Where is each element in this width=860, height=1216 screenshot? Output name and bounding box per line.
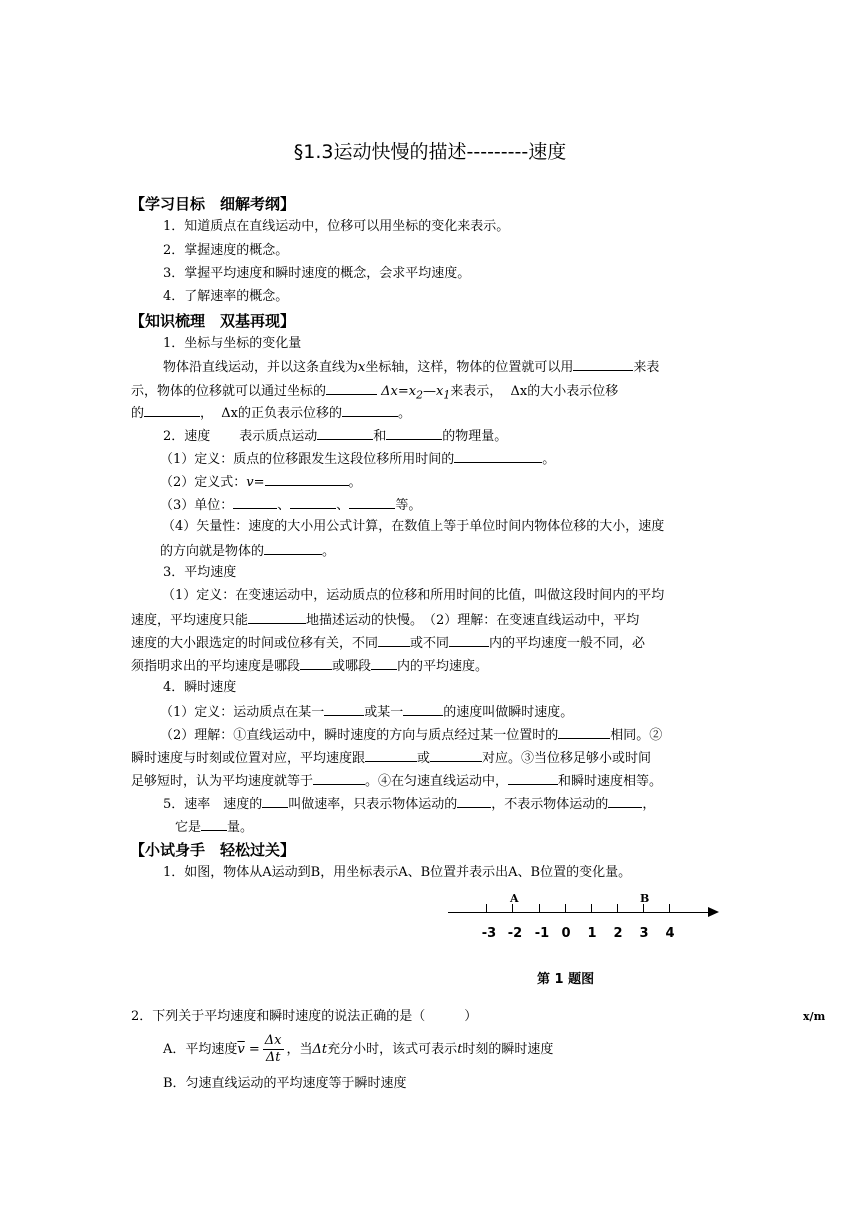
text: 充分小时，该式可表示	[327, 1042, 458, 1057]
tick-label: 3	[639, 926, 649, 941]
fill-blank	[144, 403, 200, 417]
text: 或不同	[410, 636, 450, 651]
text: 的	[131, 406, 145, 421]
text: 相同。②	[610, 728, 663, 743]
fill-blank	[324, 702, 364, 716]
knowledge-3-line-2	[131, 610, 639, 630]
text: 示，物体的位移就可以通过坐标的	[131, 384, 327, 399]
text: v	[246, 475, 254, 490]
fill-blank	[313, 771, 365, 785]
text: 或	[417, 751, 431, 766]
fill-blank	[454, 449, 542, 463]
fill-blank	[386, 426, 442, 440]
text: 等。	[395, 498, 422, 513]
text: 来表示，	[450, 384, 503, 399]
text: A．平均速度	[163, 1042, 238, 1057]
knowledge-3-heading: 3．平均速度	[163, 565, 237, 580]
text: t	[457, 1042, 463, 1057]
question-1: 1．如图，物体从A运动到B，用坐标表示A、B位置并表示出A、B位置的变化量。	[163, 865, 632, 880]
text: 量。	[227, 820, 254, 835]
tick-label: -2	[507, 926, 523, 941]
fraction-denominator: Δt	[265, 1050, 281, 1065]
text: 5．速率 速度的	[163, 797, 263, 812]
question-2-option-b: B．匀速直线运动的平均速度等于瞬时速度	[163, 1076, 407, 1091]
fill-blank	[317, 426, 373, 440]
fill-blank	[265, 472, 349, 486]
section-heading-knowledge: 【知识梳理 双基再现】	[130, 312, 296, 330]
tick-mark	[617, 904, 618, 913]
number-line-axis	[448, 912, 710, 913]
knowledge-2-unit	[160, 495, 421, 515]
text: 。	[398, 406, 412, 421]
axis-unit-label: x/m	[803, 1010, 826, 1023]
text: Δx=x	[381, 384, 417, 399]
tick-mark	[643, 904, 644, 913]
knowledge-1-line-1	[163, 357, 659, 377]
fill-blank	[262, 794, 288, 808]
text: 内的平均速度。	[397, 659, 489, 674]
tick-label: 2	[613, 926, 623, 941]
text: 。	[348, 475, 362, 490]
tick-mark	[565, 904, 566, 913]
text: 表示质点运动	[239, 429, 318, 444]
text: =	[248, 1042, 260, 1057]
text: 来表	[633, 360, 660, 375]
text: Δx的大小表示位移	[510, 384, 619, 399]
goal-item: 3．掌握平均速度和瞬时速度的概念，会求平均速度。	[163, 266, 471, 281]
knowledge-3-line-3	[131, 633, 645, 653]
text: 坐标轴，这样，物体的位置就可以用	[365, 360, 574, 375]
section-heading-goals: 【学习目标 细解考纲】	[130, 195, 296, 213]
knowledge-2-heading	[163, 426, 507, 446]
knowledge-2-vector: （4）矢量性：速度的大小用公式计算，在数值上等于单位时间内物体位移的大小，速度	[162, 519, 665, 534]
fill-blank	[201, 817, 227, 831]
fraction-numerator: Δx	[264, 1033, 282, 1048]
knowledge-2-formula	[160, 472, 362, 492]
text: $\overline{v}$	[237, 1042, 245, 1057]
fill-blank	[326, 381, 377, 395]
fill-blank	[264, 541, 322, 555]
text: 或某一	[364, 705, 404, 720]
text: 的物理量。	[442, 429, 508, 444]
text: 地描述运动的快慢。 （2）理解：在变速直线运动中，平均	[306, 613, 640, 628]
text: （2）定义式：	[160, 475, 247, 490]
text: 、	[277, 498, 291, 513]
fill-blank	[573, 357, 633, 371]
text: 内的平均速度一般不同，必	[489, 636, 646, 651]
fill-blank	[300, 656, 332, 670]
page-title: §1.3运动快慢的描述---------速度	[293, 141, 567, 163]
text: 2．速度	[163, 429, 211, 444]
knowledge-4-heading: 4．瞬时速度	[163, 680, 237, 695]
tick-mark	[669, 904, 670, 913]
tick-mark	[512, 904, 513, 913]
text: （1）定义：运动质点在某一	[160, 705, 325, 720]
text: 的方向就是物体的	[160, 544, 265, 559]
fill-blank	[608, 794, 642, 808]
point-a-label: A	[510, 892, 519, 905]
fill-blank	[457, 794, 491, 808]
text: 1	[443, 388, 451, 402]
fill-blank	[558, 725, 610, 739]
text: ，当	[286, 1042, 313, 1057]
text: —x	[423, 384, 444, 399]
text: ，	[200, 406, 214, 421]
text: x	[358, 360, 366, 375]
point-b-label: B	[640, 892, 650, 905]
fill-blank	[371, 656, 397, 670]
text: ，不表示物体运动的	[491, 797, 609, 812]
arrow-right-icon	[708, 907, 719, 917]
text: （3）单位：	[160, 498, 234, 513]
fill-blank	[349, 495, 395, 509]
knowledge-1-heading: 1．坐标与坐标的变化量	[163, 336, 302, 351]
knowledge-4-line-1	[160, 702, 573, 722]
text: （1）定义：质点的位移跟发生这段位移所用时间的	[160, 452, 455, 467]
goal-item: 4．了解速率的概念。	[163, 289, 289, 304]
question-2-option-a	[163, 1030, 553, 1070]
knowledge-4-line-2	[160, 725, 662, 745]
tick-label: -3	[481, 926, 497, 941]
knowledge-1-line-2	[131, 381, 618, 405]
text: 叫做速率，只表示物体运动的	[288, 797, 458, 812]
knowledge-5-line-2	[175, 817, 253, 837]
knowledge-5-line-1	[163, 794, 655, 814]
fill-blank	[342, 403, 398, 417]
tick-mark	[539, 904, 540, 913]
tick-label: -1	[534, 926, 550, 941]
text: Δt	[312, 1042, 328, 1057]
text: 。④在匀速直线运动中，	[365, 774, 509, 789]
text: 它是	[175, 820, 202, 835]
knowledge-1-line-3	[131, 403, 411, 423]
text: 瞬时速度与时刻或位置对应，平均速度跟	[131, 751, 366, 766]
text: （2）理解：①直线运动中，瞬时速度的方向与质点经过某一位置时的	[160, 728, 559, 743]
text: 足够短时，认为平均速度就等于	[131, 774, 314, 789]
goal-item: 2．掌握速度的概念。	[163, 243, 289, 258]
text: 须指明求出的平均速度是哪段	[131, 659, 301, 674]
knowledge-3-line-1: （1）定义：在变速运动中，运动质点的位移和所用时间的比值，叫做这段时间内的平均	[162, 588, 665, 603]
fraction	[263, 1033, 284, 1066]
text: 。	[322, 544, 336, 559]
goal-item: 1．知道质点在直线运动中，位移可以用坐标的变化来表示。	[163, 219, 510, 234]
fill-blank	[508, 771, 558, 785]
text: 或哪段	[332, 659, 372, 674]
fill-blank	[378, 633, 410, 647]
text: =	[253, 475, 265, 490]
text: 速度，平均速度只能	[131, 613, 249, 628]
text: 和瞬时速度相等。	[558, 774, 663, 789]
knowledge-3-line-4	[131, 656, 488, 676]
text: 和	[373, 429, 387, 444]
fill-blank	[449, 633, 489, 647]
text: 、	[336, 498, 350, 513]
text: 速度的大小跟选定的时间或位移有关，不同	[131, 636, 379, 651]
knowledge-4-line-4	[131, 771, 662, 791]
text: 对应。③当位移足够小或时间	[482, 751, 652, 766]
tick-label: 0	[561, 926, 571, 941]
tick-mark	[486, 904, 487, 913]
fill-blank	[290, 495, 336, 509]
text: 的速度叫做瞬时速度。	[443, 705, 574, 720]
question-2-stem: 2．下列关于平均速度和瞬时速度的说法正确的是（ ）	[131, 1009, 478, 1024]
text: ，	[642, 797, 656, 812]
fill-blank	[365, 748, 417, 762]
fill-blank	[430, 748, 482, 762]
fill-blank	[403, 702, 443, 716]
fill-blank	[248, 610, 306, 624]
text: 2	[416, 388, 423, 402]
text: 物体沿直线运动，并以这条直线为	[163, 360, 359, 375]
fill-blank	[233, 495, 277, 509]
tick-mark	[591, 904, 592, 913]
section-heading-practice: 【小试身手 轻松过关】	[130, 841, 296, 859]
text: 。	[542, 452, 556, 467]
knowledge-2-def	[160, 449, 555, 469]
tick-label: 4	[665, 926, 675, 941]
figure-caption: 第 1 题图	[537, 972, 595, 987]
tick-label: 1	[587, 926, 597, 941]
text: Δx的正负表示位移的	[221, 406, 343, 421]
knowledge-4-line-3	[131, 748, 651, 768]
text: 时刻的瞬时速度	[462, 1042, 554, 1057]
knowledge-2-vector-cont	[160, 541, 335, 561]
